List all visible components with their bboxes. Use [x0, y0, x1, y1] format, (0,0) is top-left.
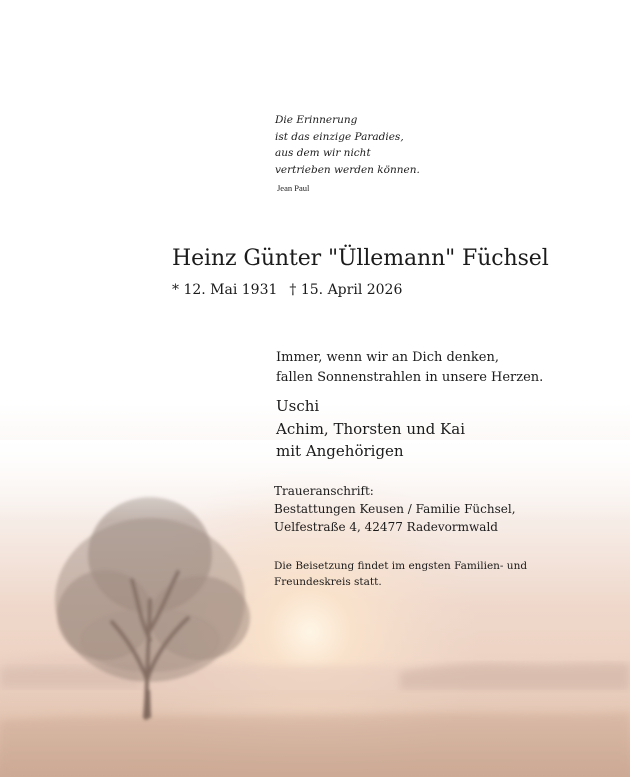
quote-author: Jean Paul [277, 183, 310, 193]
mourners-list [276, 395, 465, 463]
remembrance-verse [276, 348, 543, 388]
notice-line: Freundeskreis statt. [274, 576, 382, 588]
address-line: Uelfestraße 4, 42477 Radevormwald [274, 520, 498, 534]
address-label: Traueranschrift: [274, 484, 374, 498]
quote-line: Die Erinnerung [275, 114, 358, 126]
death-date: † 15. April 2026 [289, 282, 403, 298]
burial-notice [274, 558, 527, 590]
quote-line: aus dem wir nicht [275, 147, 371, 159]
verse-line: Immer, wenn wir an Dich denken, [276, 350, 499, 365]
quote-line: ist das einzige Paradies, [275, 130, 404, 143]
notice-line: Die Beisetzung findet im engsten Familien- und [274, 560, 528, 572]
mourner-line: mit Angehörigen [276, 442, 404, 460]
birth-date: * 12. Mai 1931 [172, 282, 278, 298]
mourner-line: Uschi [276, 397, 320, 415]
mourning-address [274, 482, 516, 536]
memorial-quote [275, 112, 420, 178]
deceased-name: Heinz Günter "Üllemann" Füchsel [172, 246, 549, 271]
address-line: Bestattungen Keusen / Familie Füchsel, [274, 502, 516, 516]
verse-line: fallen Sonnenstrahlen in unsere Herzen. [276, 370, 544, 385]
quote-line: vertrieben werden können. [275, 163, 420, 176]
life-dates [172, 282, 402, 298]
mourner-line: Achim, Thorsten und Kai [276, 419, 465, 438]
